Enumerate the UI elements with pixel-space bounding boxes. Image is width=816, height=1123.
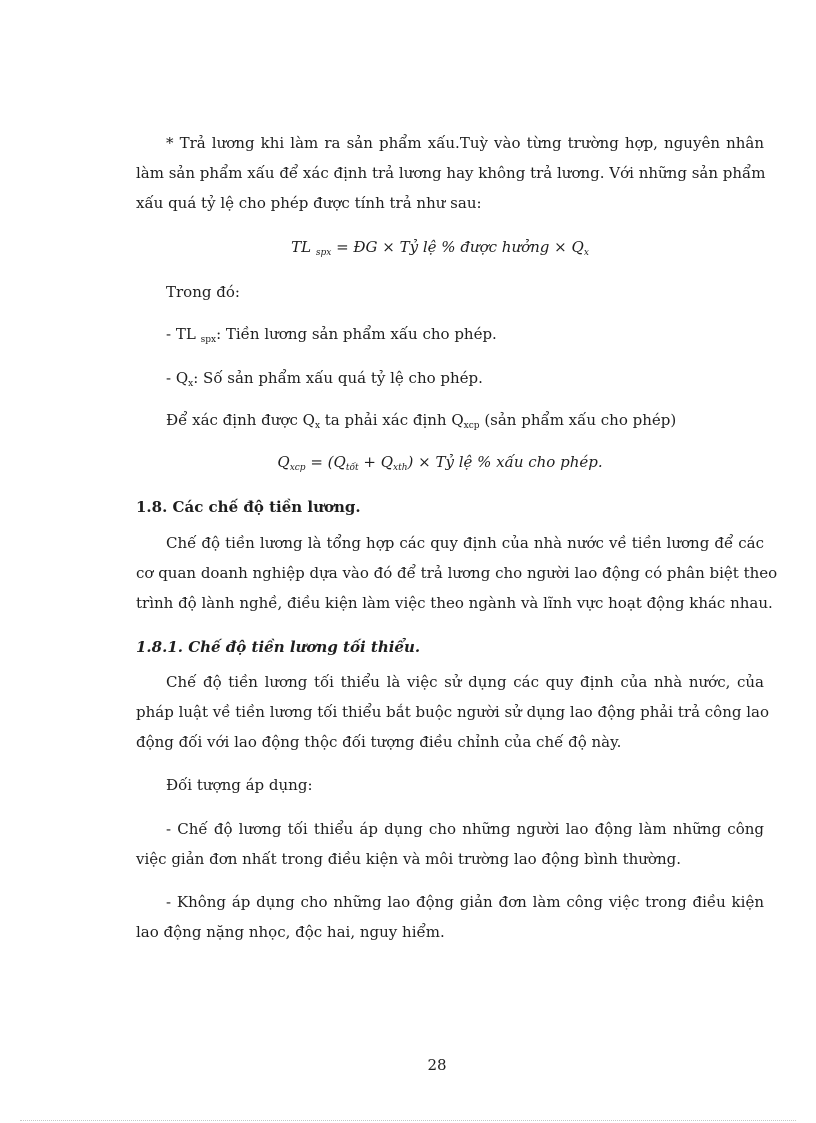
paragraph-line: pháp luật về tiền lương tối thiểu bắt buộc người sử dụng lao động phải trả công lao: [136, 703, 770, 721]
bullet-line: - Chế độ lương tối thiểu áp dụng cho những người lao động làm những công: [166, 820, 764, 838]
paragraph-line: Chế độ tiền lương tối thiểu là việc sử dụng các quy định của nhà nước, của: [166, 673, 764, 691]
definition-qxcp: Để xác định được $Q_x$ ta phải xác định $Q_{xcp}$ (sản phẩm xấu cho phép): [166, 411, 677, 431]
paragraph-line: Chế độ tiền lương là tổng hợp các quy định của nhà nước về tiền lương để các: [166, 534, 764, 552]
formula-salary-bad-product: TL $_{spx}$ = ĐG × Tỷ lệ % được hưởng × $Q_x$: [291, 238, 589, 258]
page-number: 28: [427, 1056, 447, 1074]
page-bottom-divider: [20, 1120, 796, 1121]
definition-qx: - $Q_x$: Số sản phẩm xấu quá tỷ lệ cho phép.: [166, 369, 483, 389]
paragraph-line: * Trả lương khi làm ra sản phẩm xấu.Tuỳ vào từng trường hợp, nguyên nhân: [166, 134, 764, 152]
label-trong-do: Trong đó:: [166, 283, 240, 301]
paragraph-line: trình độ lành nghề, điều kiện làm việc theo ngành và lĩnh vực hoạt động khác nhau.: [136, 594, 773, 612]
definition-tl-spx: - TL $_{spx}$: Tiền lương sản phẩm xấu cho phép.: [166, 325, 497, 345]
section-heading-1-8: 1.8. Các chế độ tiền lương.: [136, 498, 361, 516]
paragraph-line: làm sản phẩm xấu để xác định trả lương hay không trả lương. Với những sản phẩm: [136, 164, 766, 182]
paragraph-line: động đối với lao động thộc đối tượng điều chỉnh của chế độ này.: [136, 733, 622, 751]
bullet-line: lao động nặng nhọc, độc hai, nguy hiểm.: [136, 923, 445, 941]
label-doi-tuong: Đối tượng áp dụng:: [166, 776, 313, 794]
formula-qxcp: $Q_{xcp} = (Q_{tốt} + Q_{xth})$ × Tỷ lệ % xấu cho phép.: [277, 453, 603, 473]
section-heading-1-8-1: 1.8.1. Chế độ tiền lương tối thiểu.: [136, 638, 421, 656]
paragraph-line: cơ quan doanh nghiệp dựa vào đó để trả lương cho người lao động có phân biệt theo: [136, 564, 778, 582]
bullet-line: - Không áp dụng cho những lao động giản đơn làm công việc trong điều kiện: [166, 893, 764, 911]
paragraph-line: xấu quá tỷ lệ cho phép được tính trả như sau:: [136, 194, 482, 212]
bullet-line: việc giản đơn nhất trong điều kiện và môi trường lao động bình thường.: [136, 850, 681, 868]
